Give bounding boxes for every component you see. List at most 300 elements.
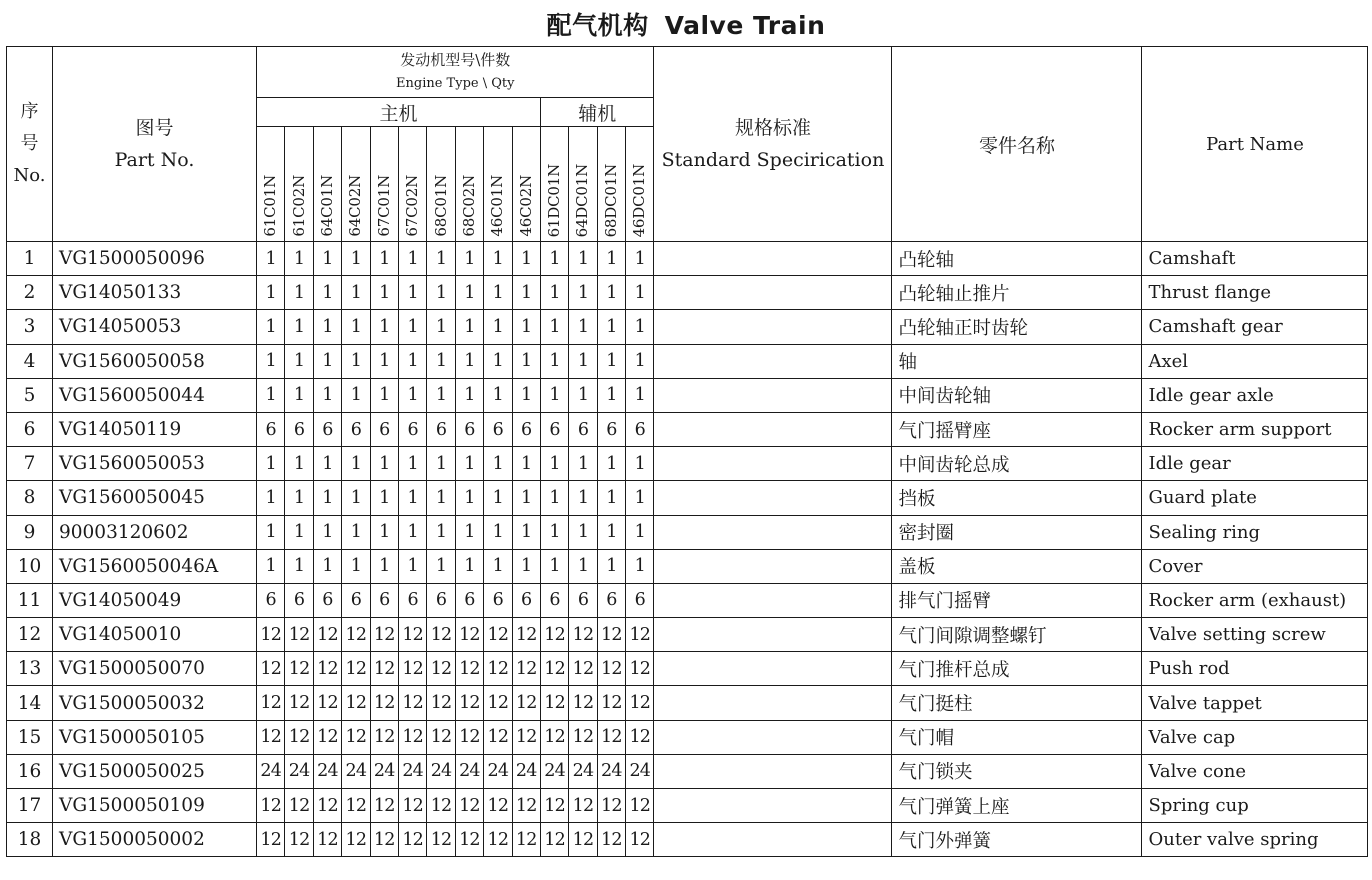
part-number: VG14050049 <box>53 583 257 617</box>
part-name-cn: 中间齿轮总成 <box>892 447 1142 481</box>
quantity-cell: 6 <box>257 412 285 446</box>
part-name-en: Axel <box>1142 344 1368 378</box>
quantity-cell: 1 <box>257 310 285 344</box>
quantity-cell: 6 <box>342 583 370 617</box>
quantity-cell: 6 <box>398 583 426 617</box>
quantity-cell: 12 <box>626 720 654 754</box>
header-aux-engine: 辅机 <box>540 98 654 127</box>
table-row <box>7 412 1368 446</box>
table-row <box>7 618 1368 652</box>
model-label: 46C02N <box>516 175 535 237</box>
model-header <box>512 127 540 242</box>
quantity-cell: 12 <box>455 686 483 720</box>
quantity-cell: 12 <box>569 823 597 857</box>
quantity-cell: 12 <box>257 652 285 686</box>
quantity-cell: 12 <box>569 618 597 652</box>
quantity-cell: 1 <box>427 378 455 412</box>
quantity-cell: 12 <box>540 686 568 720</box>
model-label: 67C01N <box>374 175 393 237</box>
spec-cell <box>654 447 892 481</box>
quantity-cell: 1 <box>455 447 483 481</box>
table-row <box>7 823 1368 857</box>
quantity-cell: 6 <box>313 583 341 617</box>
quantity-cell: 1 <box>285 310 313 344</box>
model-header <box>257 127 285 242</box>
quantity-cell: 12 <box>512 720 540 754</box>
quantity-cell: 1 <box>257 515 285 549</box>
quantity-cell: 6 <box>455 583 483 617</box>
quantity-cell: 6 <box>540 583 568 617</box>
quantity-cell: 1 <box>484 378 512 412</box>
title-cn: 配气机构 <box>546 11 649 40</box>
quantity-cell: 1 <box>370 310 398 344</box>
quantity-cell: 1 <box>370 515 398 549</box>
quantity-cell: 12 <box>569 720 597 754</box>
quantity-cell: 12 <box>484 652 512 686</box>
part-name-cn: 气门外弹簧 <box>892 823 1142 857</box>
quantity-cell: 1 <box>626 378 654 412</box>
quantity-cell: 12 <box>540 720 568 754</box>
row-number: 16 <box>7 754 53 788</box>
quantity-cell: 1 <box>512 344 540 378</box>
quantity-cell: 12 <box>370 789 398 823</box>
quantity-cell: 24 <box>427 754 455 788</box>
quantity-cell: 1 <box>313 242 341 276</box>
quantity-cell: 1 <box>569 378 597 412</box>
quantity-cell: 6 <box>427 412 455 446</box>
quantity-cell: 1 <box>626 310 654 344</box>
quantity-cell: 1 <box>370 447 398 481</box>
part-name-cn: 气门弹簧上座 <box>892 789 1142 823</box>
quantity-cell: 12 <box>398 618 426 652</box>
part-number: VG1500050070 <box>53 652 257 686</box>
part-name-en: Valve cone <box>1142 754 1368 788</box>
quantity-cell: 1 <box>427 310 455 344</box>
quantity-cell: 6 <box>626 583 654 617</box>
quantity-cell: 1 <box>569 447 597 481</box>
part-number: VG14050119 <box>53 412 257 446</box>
part-name-cn: 凸轮轴止推片 <box>892 276 1142 310</box>
table-row <box>7 447 1368 481</box>
model-label: 61DC01N <box>545 163 564 237</box>
part-number: VG1500050105 <box>53 720 257 754</box>
table-row <box>7 481 1368 515</box>
part-name-en: Spring cup <box>1142 789 1368 823</box>
quantity-cell: 1 <box>569 310 597 344</box>
quantity-cell: 1 <box>484 447 512 481</box>
quantity-cell: 6 <box>427 583 455 617</box>
quantity-cell: 12 <box>512 789 540 823</box>
quantity-cell: 24 <box>342 754 370 788</box>
quantity-cell: 12 <box>484 686 512 720</box>
quantity-cell: 1 <box>626 242 654 276</box>
quantity-cell: 12 <box>597 652 625 686</box>
row-number: 6 <box>7 412 53 446</box>
part-number: VG1500050032 <box>53 686 257 720</box>
model-label: 68C02N <box>459 175 478 237</box>
row-number: 13 <box>7 652 53 686</box>
row-number: 10 <box>7 549 53 583</box>
quantity-cell: 12 <box>540 789 568 823</box>
part-name-en: Guard plate <box>1142 481 1368 515</box>
part-name-cn: 气门推杆总成 <box>892 652 1142 686</box>
model-header <box>285 127 313 242</box>
model-label: 68C01N <box>431 175 450 237</box>
quantity-cell: 12 <box>427 823 455 857</box>
quantity-cell: 1 <box>313 378 341 412</box>
header-no <box>7 47 53 242</box>
quantity-cell: 12 <box>313 686 341 720</box>
part-name-en: Valve cap <box>1142 720 1368 754</box>
spec-cell <box>654 549 892 583</box>
quantity-cell: 1 <box>626 447 654 481</box>
row-number: 7 <box>7 447 53 481</box>
quantity-cell: 12 <box>370 618 398 652</box>
model-header <box>370 127 398 242</box>
quantity-cell: 1 <box>342 515 370 549</box>
quantity-cell: 1 <box>569 344 597 378</box>
quantity-cell: 12 <box>342 618 370 652</box>
part-name-cn: 排气门摇臂 <box>892 583 1142 617</box>
model-header <box>540 127 568 242</box>
part-name-cn: 凸轮轴正时齿轮 <box>892 310 1142 344</box>
spec-cell <box>654 276 892 310</box>
quantity-cell: 12 <box>484 789 512 823</box>
part-name-cn: 气门挺柱 <box>892 686 1142 720</box>
quantity-cell: 6 <box>626 412 654 446</box>
quantity-cell: 1 <box>484 242 512 276</box>
model-label: 67C02N <box>403 175 422 237</box>
quantity-cell: 1 <box>597 378 625 412</box>
quantity-cell: 1 <box>370 242 398 276</box>
quantity-cell: 1 <box>455 515 483 549</box>
quantity-cell: 12 <box>313 618 341 652</box>
quantity-cell: 1 <box>257 481 285 515</box>
quantity-cell: 12 <box>512 686 540 720</box>
part-name-en: Idle gear axle <box>1142 378 1368 412</box>
quantity-cell: 12 <box>540 652 568 686</box>
row-number: 2 <box>7 276 53 310</box>
model-header <box>626 127 654 242</box>
model-header <box>455 127 483 242</box>
quantity-cell: 1 <box>285 515 313 549</box>
quantity-cell: 1 <box>626 344 654 378</box>
quantity-cell: 12 <box>285 618 313 652</box>
model-header <box>569 127 597 242</box>
quantity-cell: 1 <box>512 549 540 583</box>
quantity-cell: 1 <box>342 447 370 481</box>
quantity-cell: 1 <box>342 276 370 310</box>
quantity-cell: 1 <box>398 481 426 515</box>
table-row <box>7 515 1368 549</box>
part-number: VG1560050053 <box>53 447 257 481</box>
spec-cell <box>654 789 892 823</box>
quantity-cell: 1 <box>398 344 426 378</box>
quantity-cell: 1 <box>540 515 568 549</box>
quantity-cell: 1 <box>285 378 313 412</box>
quantity-cell: 1 <box>342 344 370 378</box>
quantity-cell: 1 <box>597 242 625 276</box>
part-name-cn: 中间齿轮轴 <box>892 378 1142 412</box>
quantity-cell: 12 <box>257 823 285 857</box>
quantity-cell: 12 <box>398 823 426 857</box>
quantity-cell: 1 <box>398 276 426 310</box>
quantity-cell: 1 <box>313 549 341 583</box>
spec-cell <box>654 618 892 652</box>
model-label: 64DC01N <box>573 163 592 237</box>
quantity-cell: 1 <box>455 549 483 583</box>
quantity-cell: 12 <box>512 652 540 686</box>
quantity-cell: 6 <box>484 583 512 617</box>
row-number: 5 <box>7 378 53 412</box>
part-number: VG1500050025 <box>53 754 257 788</box>
quantity-cell: 12 <box>370 652 398 686</box>
quantity-cell: 1 <box>569 481 597 515</box>
header-part-no <box>53 47 257 242</box>
quantity-cell: 12 <box>484 823 512 857</box>
quantity-cell: 1 <box>455 242 483 276</box>
header-spec-cn: 规格标准 <box>734 117 811 139</box>
quantity-cell: 6 <box>285 583 313 617</box>
header-engine-en: Engine Type \ Qty <box>396 76 515 91</box>
spec-cell <box>654 823 892 857</box>
model-label: 64C02N <box>346 175 365 237</box>
quantity-cell: 12 <box>597 823 625 857</box>
row-number: 3 <box>7 310 53 344</box>
quantity-cell: 12 <box>342 652 370 686</box>
spec-cell <box>654 583 892 617</box>
quantity-cell: 1 <box>257 447 285 481</box>
part-name-cn: 密封圈 <box>892 515 1142 549</box>
row-number: 12 <box>7 618 53 652</box>
page-title <box>0 6 1372 42</box>
quantity-cell: 1 <box>455 310 483 344</box>
quantity-cell: 1 <box>257 242 285 276</box>
quantity-cell: 1 <box>626 276 654 310</box>
table-row <box>7 652 1368 686</box>
quantity-cell: 12 <box>398 686 426 720</box>
part-name-en: Rocker arm (exhaust) <box>1142 583 1368 617</box>
quantity-cell: 12 <box>455 652 483 686</box>
part-number: VG1500050002 <box>53 823 257 857</box>
quantity-cell: 1 <box>569 242 597 276</box>
part-name-cn: 轴 <box>892 344 1142 378</box>
quantity-cell: 1 <box>257 344 285 378</box>
quantity-cell: 1 <box>398 549 426 583</box>
quantity-cell: 1 <box>540 310 568 344</box>
table-row <box>7 583 1368 617</box>
header-part-en: Part No. <box>114 149 195 171</box>
quantity-cell: 6 <box>455 412 483 446</box>
quantity-cell: 1 <box>455 378 483 412</box>
quantity-cell: 6 <box>569 583 597 617</box>
part-name-cn: 气门帽 <box>892 720 1142 754</box>
part-number: VG1500050109 <box>53 789 257 823</box>
quantity-cell: 1 <box>569 515 597 549</box>
quantity-cell: 12 <box>313 789 341 823</box>
model-label: 68DC01N <box>601 163 620 237</box>
quantity-cell: 1 <box>597 481 625 515</box>
quantity-cell: 12 <box>626 686 654 720</box>
spec-cell <box>654 481 892 515</box>
quantity-cell: 12 <box>455 823 483 857</box>
part-name-en: Cover <box>1142 549 1368 583</box>
spec-cell <box>654 686 892 720</box>
quantity-cell: 1 <box>342 310 370 344</box>
spec-cell <box>654 754 892 788</box>
quantity-cell: 24 <box>569 754 597 788</box>
quantity-cell: 6 <box>597 412 625 446</box>
quantity-cell: 1 <box>540 344 568 378</box>
part-number: VG1560050045 <box>53 481 257 515</box>
quantity-cell: 12 <box>484 720 512 754</box>
quantity-cell: 6 <box>313 412 341 446</box>
header-no-l1: 序 <box>20 101 39 122</box>
model-label: 46DC01N <box>630 163 649 237</box>
table-row <box>7 686 1368 720</box>
quantity-cell: 6 <box>370 583 398 617</box>
spec-cell <box>654 412 892 446</box>
quantity-cell: 1 <box>398 515 426 549</box>
model-label: 61C01N <box>261 175 280 237</box>
quantity-cell: 12 <box>597 720 625 754</box>
quantity-cell: 12 <box>285 789 313 823</box>
quantity-cell: 1 <box>398 447 426 481</box>
quantity-cell: 12 <box>313 652 341 686</box>
quantity-cell: 1 <box>427 515 455 549</box>
quantity-cell: 1 <box>512 276 540 310</box>
quantity-cell: 12 <box>455 720 483 754</box>
parts-table <box>6 46 1368 857</box>
quantity-cell: 1 <box>455 481 483 515</box>
quantity-cell: 1 <box>540 447 568 481</box>
header-main-engine: 主机 <box>257 98 541 127</box>
quantity-cell: 1 <box>285 481 313 515</box>
row-number: 15 <box>7 720 53 754</box>
quantity-cell: 1 <box>512 310 540 344</box>
spec-cell <box>654 344 892 378</box>
quantity-cell: 1 <box>398 242 426 276</box>
quantity-cell: 1 <box>370 549 398 583</box>
quantity-cell: 1 <box>484 549 512 583</box>
quantity-cell: 12 <box>512 823 540 857</box>
quantity-cell: 12 <box>313 720 341 754</box>
model-label: 46C01N <box>488 175 507 237</box>
quantity-cell: 12 <box>626 618 654 652</box>
quantity-cell: 1 <box>257 378 285 412</box>
part-number: VG1560050058 <box>53 344 257 378</box>
quantity-cell: 1 <box>597 447 625 481</box>
header-spec-en: Standard Specirication <box>661 149 885 171</box>
quantity-cell: 1 <box>512 378 540 412</box>
quantity-cell: 12 <box>257 720 285 754</box>
table-body <box>7 242 1368 857</box>
quantity-cell: 1 <box>512 515 540 549</box>
quantity-cell: 12 <box>427 618 455 652</box>
quantity-cell: 12 <box>370 720 398 754</box>
spec-cell <box>654 310 892 344</box>
part-name-cn: 盖板 <box>892 549 1142 583</box>
quantity-cell: 12 <box>398 652 426 686</box>
quantity-cell: 12 <box>540 823 568 857</box>
quantity-cell: 1 <box>313 344 341 378</box>
title-en: Valve Train <box>664 11 826 40</box>
row-number: 18 <box>7 823 53 857</box>
part-number: VG1500050096 <box>53 242 257 276</box>
quantity-cell: 1 <box>484 515 512 549</box>
part-number: VG1560050046A <box>53 549 257 583</box>
quantity-cell: 12 <box>342 720 370 754</box>
quantity-cell: 12 <box>569 686 597 720</box>
quantity-cell: 1 <box>626 481 654 515</box>
quantity-cell: 6 <box>398 412 426 446</box>
quantity-cell: 24 <box>540 754 568 788</box>
quantity-cell: 12 <box>597 789 625 823</box>
quantity-cell: 12 <box>597 686 625 720</box>
quantity-cell: 12 <box>540 618 568 652</box>
part-name-en: Valve setting screw <box>1142 618 1368 652</box>
row-number: 17 <box>7 789 53 823</box>
quantity-cell: 1 <box>540 242 568 276</box>
quantity-cell: 1 <box>342 242 370 276</box>
quantity-cell: 1 <box>540 481 568 515</box>
table-row <box>7 754 1368 788</box>
quantity-cell: 12 <box>427 720 455 754</box>
row-number: 1 <box>7 242 53 276</box>
part-name-en: Rocker arm support <box>1142 412 1368 446</box>
quantity-cell: 12 <box>626 823 654 857</box>
row-number: 11 <box>7 583 53 617</box>
quantity-cell: 1 <box>455 344 483 378</box>
part-name-en: Thrust flange <box>1142 276 1368 310</box>
table-row <box>7 789 1368 823</box>
quantity-cell: 1 <box>370 378 398 412</box>
quantity-cell: 24 <box>313 754 341 788</box>
spec-cell <box>654 378 892 412</box>
quantity-cell: 6 <box>512 412 540 446</box>
quantity-cell: 1 <box>313 481 341 515</box>
quantity-cell: 12 <box>484 618 512 652</box>
quantity-cell: 24 <box>512 754 540 788</box>
quantity-cell: 1 <box>540 378 568 412</box>
quantity-cell: 1 <box>313 276 341 310</box>
part-number: 90003120602 <box>53 515 257 549</box>
quantity-cell: 24 <box>626 754 654 788</box>
quantity-cell: 12 <box>398 789 426 823</box>
quantity-cell: 1 <box>285 276 313 310</box>
quantity-cell: 12 <box>313 823 341 857</box>
quantity-cell: 24 <box>484 754 512 788</box>
quantity-cell: 1 <box>427 276 455 310</box>
quantity-cell: 1 <box>484 310 512 344</box>
quantity-cell: 1 <box>313 515 341 549</box>
quantity-cell: 1 <box>455 276 483 310</box>
quantity-cell: 12 <box>342 686 370 720</box>
quantity-cell: 12 <box>569 789 597 823</box>
quantity-cell: 1 <box>313 447 341 481</box>
quantity-cell: 1 <box>313 310 341 344</box>
quantity-cell: 1 <box>512 447 540 481</box>
quantity-cell: 1 <box>257 276 285 310</box>
model-header <box>313 127 341 242</box>
quantity-cell: 24 <box>455 754 483 788</box>
quantity-cell: 12 <box>285 686 313 720</box>
part-name-en: Idle gear <box>1142 447 1368 481</box>
part-number: VG1560050044 <box>53 378 257 412</box>
table-row <box>7 720 1368 754</box>
quantity-cell: 12 <box>455 789 483 823</box>
quantity-cell: 1 <box>569 276 597 310</box>
